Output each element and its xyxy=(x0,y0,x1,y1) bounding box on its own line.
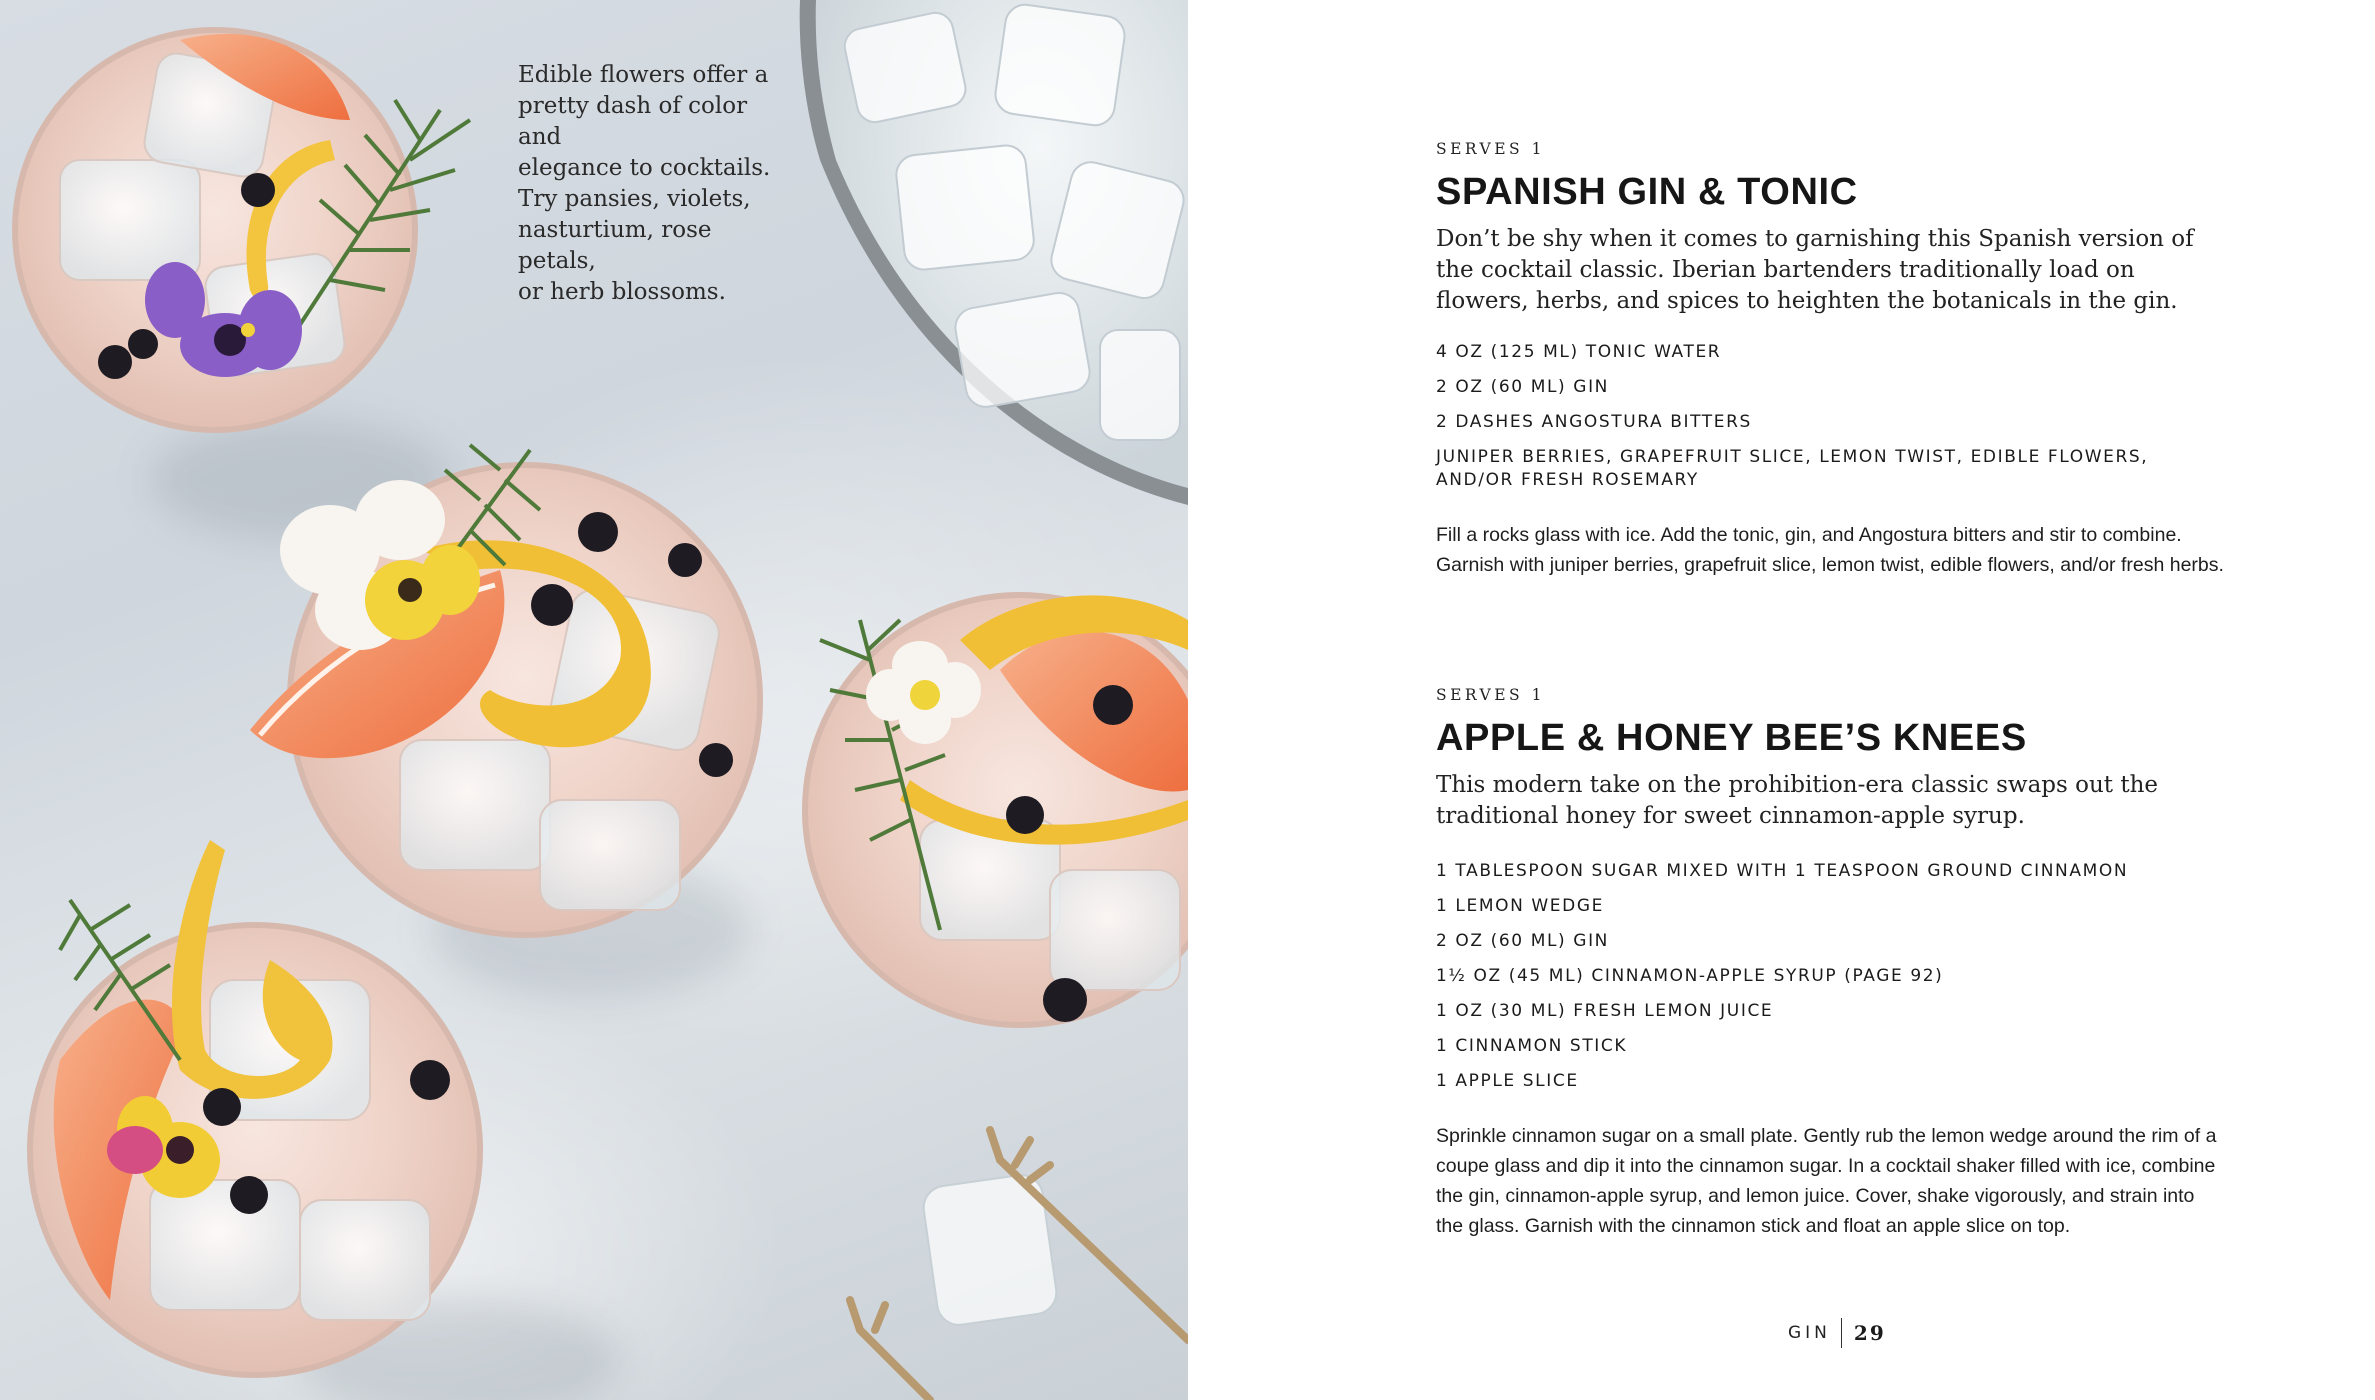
serves-label: SERVES 1 xyxy=(1436,686,1545,704)
section-label: GIN xyxy=(1788,1323,1831,1343)
recipe-intro: Don’t be shy when it comes to garnishing this Spanish version of the cocktail classic. Iberian bartenders traditionally load on flowers, herbs, and spices to heighten the botanicals in the gin. xyxy=(1436,226,2194,314)
ingredient-list xyxy=(1436,860,2236,1093)
footer-divider xyxy=(1841,1318,1842,1348)
ingredient-item: 1 LEMON WEDGE xyxy=(1436,896,1604,916)
ingredient-item: 2 OZ (60 ML) GIN xyxy=(1436,377,1609,397)
recipe-apple-honey-bees-knees xyxy=(1436,686,2236,1241)
recipe-intro: This modern take on the prohibition-era classic swaps out the traditional honey for sweet cinnamon-apple syrup. xyxy=(1436,772,2158,829)
ingredient-item: JUNIPER BERRIES, GRAPEFRUIT SLICE, LEMON TWIST, EDIBLE FLOWERS, AND/OR FRESH ROSEMARY xyxy=(1436,447,2149,490)
recipe-method: Sprinkle cinnamon sugar on a small plate. Gently rub the lemon wedge around the rim of a coupe glass and dip it into the cinnamon sugar. In a cocktail shaker filled with ice, combine the gin, cinnamon-apple syrup, and lemon juice. Cover, shake vigorously, and strain into the glass. Garnish with the cinnamon stick and float an apple slice on top. xyxy=(1436,1125,2217,1237)
ingredient-item: 1 TABLESPOON SUGAR MIXED WITH 1 TEASPOON GROUND CINNAMON xyxy=(1436,861,2129,881)
recipe-title: SPANISH GIN & TONIC xyxy=(1436,171,1858,213)
recipe-page xyxy=(1188,0,2375,1400)
cocktail-glass-icon xyxy=(250,445,760,935)
recipe-method: Fill a rocks glass with ice. Add the tonic, gin, and Angostura bitters and stir to combine. Garnish with juniper berries, grapefruit slice, lemon twist, edible flowers, and/or fresh herbs. xyxy=(1436,524,2224,576)
ingredient-item: 1 CINNAMON STICK xyxy=(1436,1036,1628,1056)
ingredient-item: 1 OZ (30 ML) FRESH LEMON JUICE xyxy=(1436,1001,1774,1021)
ice-bowl-icon xyxy=(800,0,1188,505)
ingredient-item: 4 OZ (125 ML) TONIC WATER xyxy=(1436,342,1722,362)
cocktail-glass-icon xyxy=(15,30,470,430)
ingredient-item: 1½ OZ (45 ML) CINNAMON-APPLE SYRUP (PAGE 92) xyxy=(1436,966,1944,986)
recipe-title: APPLE & HONEY BEE’S KNEES xyxy=(1436,717,2027,759)
page-footer xyxy=(1788,1318,1886,1348)
recipe-spanish-gin-tonic xyxy=(1436,140,2236,580)
ingredient-item: 2 DASHES ANGOSTURA BITTERS xyxy=(1436,412,1752,432)
ingredient-item: 2 OZ (60 ML) GIN xyxy=(1436,931,1609,951)
serves-label: SERVES 1 xyxy=(1436,140,1545,158)
page-number: 29 xyxy=(1853,1321,1886,1345)
cocktail-glass-icon xyxy=(805,595,1188,1025)
ingredient-item: 1 APPLE SLICE xyxy=(1436,1071,1579,1091)
ingredient-list xyxy=(1436,341,2236,492)
cocktail-glass-icon xyxy=(30,840,480,1375)
photo-caption: Edible flowers offer a pretty dash of color and elegance to cocktails. Try pansies, violets, nasturtium, rose petals, or herb blossoms. xyxy=(518,62,771,305)
